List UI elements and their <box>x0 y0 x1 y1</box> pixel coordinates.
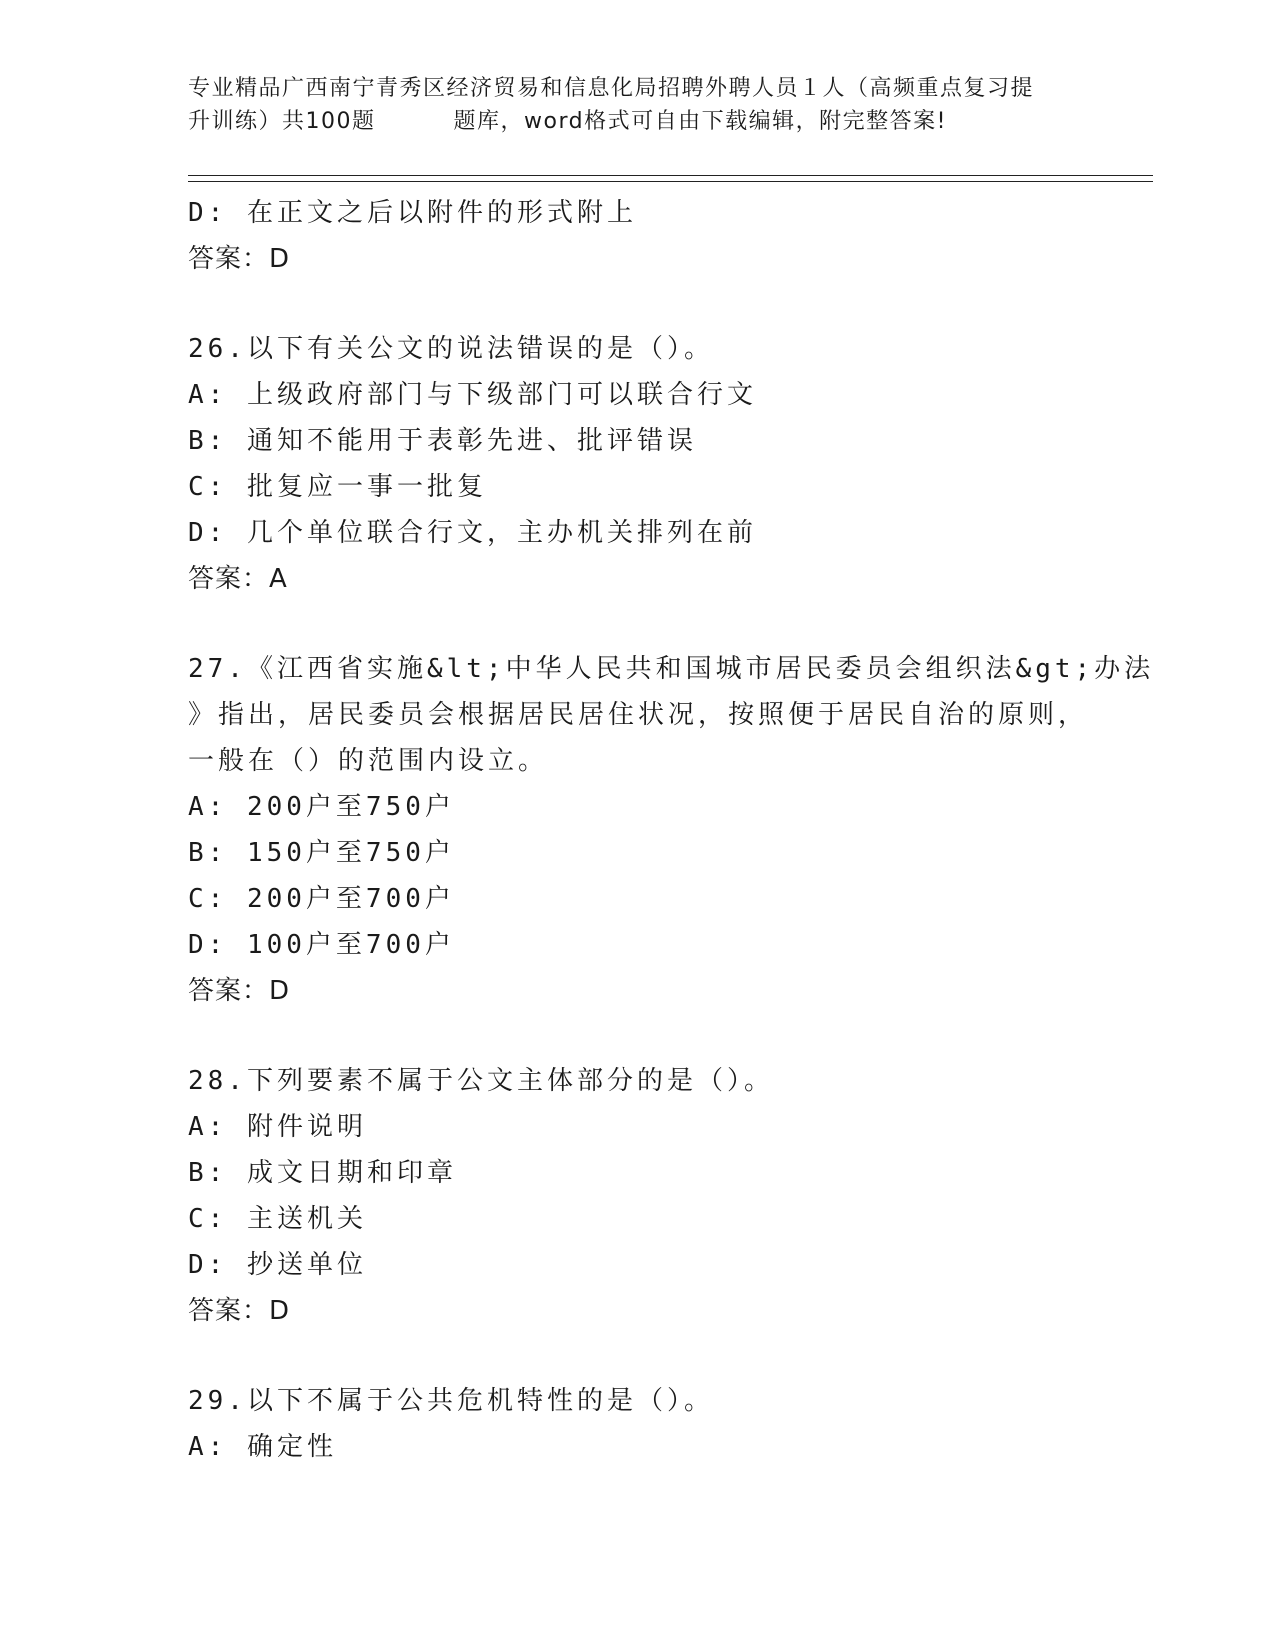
answer: 答案：D <box>188 1296 291 1326</box>
header-line-2 <box>188 105 1088 138</box>
option-a: A: 附件说明 <box>188 1112 367 1142</box>
document-body <box>188 190 1155 1470</box>
option-a: A: 上级政府部门与下级部门可以联合行文 <box>188 380 757 410</box>
option-c: C: 主送机关 <box>188 1204 367 1234</box>
answer: 答案：D <box>188 244 291 274</box>
answer: 答案：A <box>188 564 288 594</box>
option-a: A: 200户至750户 <box>188 792 455 822</box>
option-c: C: 200户至700户 <box>188 884 455 914</box>
question-text: 29.以下不属于公共危机特性的是（）。 <box>188 1386 714 1416</box>
option-d: D: 抄送单位 <box>188 1250 367 1280</box>
question-text: 26.以下有关公文的说法错误的是（）。 <box>188 334 714 364</box>
question-text: 28.下列要素不属于公文主体部分的是（）。 <box>188 1066 774 1096</box>
header-divider-bottom <box>188 181 1153 182</box>
option-b: B: 通知不能用于表彰先进、批评错误 <box>188 426 697 456</box>
option-a: A: 确定性 <box>188 1432 337 1462</box>
question-text-line-3: 一般在（）的范围内设立。 <box>188 746 549 776</box>
question-block-26 <box>188 326 1148 602</box>
question-block-25 <box>188 190 1148 282</box>
question-text-line-1: 27.《江西省实施&lt;中华人民共和国城市居民委员会组织法&gt;办法 <box>188 654 1155 684</box>
option-b: B: 成文日期和印章 <box>188 1158 457 1188</box>
header-line-2-right: 题库，word格式可自由下载编辑，附完整答案! <box>453 109 947 134</box>
question-block-28 <box>188 1058 1148 1334</box>
header-divider-top <box>188 175 1153 176</box>
option-d: D: 几个单位联合行文，主办机关排列在前 <box>188 518 757 548</box>
header-line-2-left: 升训练）共100题 <box>188 109 376 134</box>
option-b: B: 150户至750户 <box>188 838 455 868</box>
question-block-29 <box>188 1378 1148 1470</box>
option-d: D: 在正文之后以附件的形式附上 <box>188 198 637 228</box>
answer: 答案：D <box>188 976 291 1006</box>
question-block-27 <box>188 646 1155 1014</box>
header-line-1: 专业精品广西南宁青秀区经济贸易和信息化局招聘外聘人员１人（高频重点复习提 <box>188 76 1035 101</box>
option-c: C: 批复应一事一批复 <box>188 472 487 502</box>
page-header <box>188 72 1088 138</box>
option-d: D: 100户至700户 <box>188 930 455 960</box>
question-text-line-2: 》指出，居民委员会根据居民居住状况，按照便于居民自治的原则， <box>188 700 1089 730</box>
